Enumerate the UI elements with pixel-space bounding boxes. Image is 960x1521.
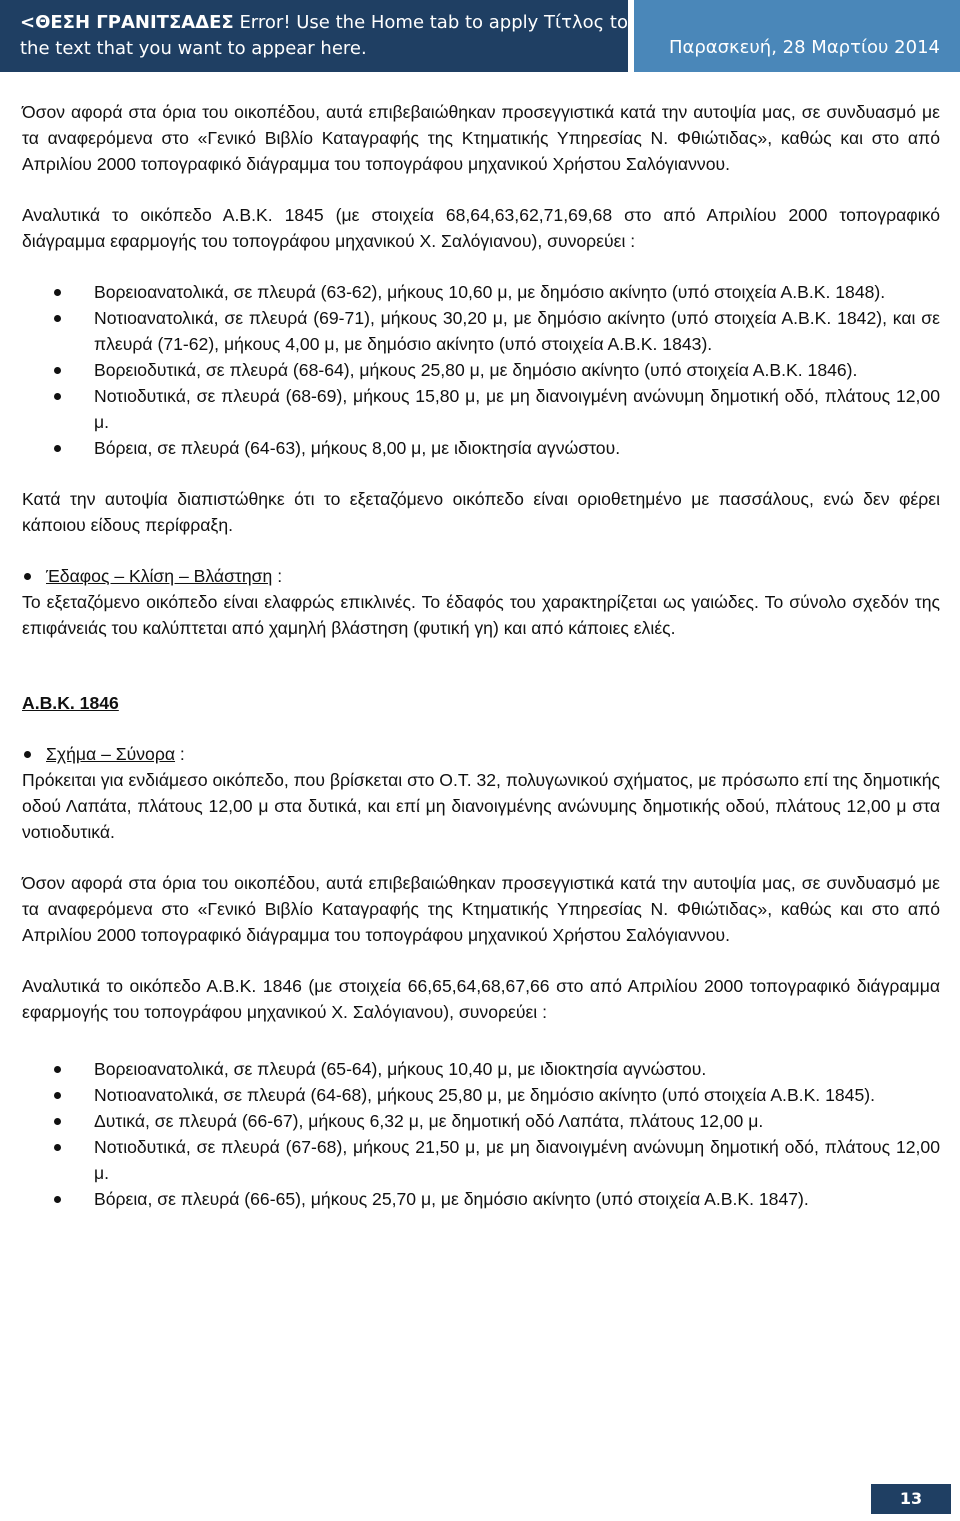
subheading-label: Σχήμα – Σύνορα: [46, 744, 176, 764]
section-title: Α.Β.Κ. 1846: [22, 693, 119, 713]
list-item: Νοτιοανατολικά, σε πλευρά (69-71), μήκους 30,20 μ, με δημόσιο ακίνητο (υπό στοιχεία Α.Β.Κ. 1842), και σε πλευρά (71-62), μήκους 4,00 μ, με δημόσιο ακίνητο (υπό στοιχεία Α.Β.Κ. 1843).: [22, 305, 940, 357]
paragraph: Πρόκειται για ενδιάμεσο οικόπεδο, που βρίσκεται στο Ο.Τ. 32, πολυγωνικού σχήματος, με πρόσωπο επί της δημοτικής οδού Λαπάτα, πλάτους 12,00 μ στα δυτικά, και επί μη διανοιγμένης ανώνυμης δημοτικής οδού, πλάτους 12,00 μ στα νοτιοδυτικά.: [22, 770, 940, 842]
list-item: Νοτιοανατολικά, σε πλευρά (64-68), μήκους 25,80 μ, με δημόσιο ακίνητο (υπό στοιχεία Α.Β.Κ. 1845).: [22, 1082, 940, 1108]
header-date: Παρασκευή, 28 Μαρτίου 2014: [634, 0, 960, 72]
list-item: Δυτικά, σε πλευρά (66-67), μήκους 6,32 μ, με δημοτική οδό Λαπάτα, πλάτους 12,00 μ.: [22, 1108, 940, 1134]
boundaries-list: [22, 1056, 940, 1212]
list-item: Νοτιοδυτικά, σε πλευρά (67-68), μήκους 21,50 μ, με μη διανοιγμένη ανώνυμη δημοτική οδό, πλάτους 12,00 μ.: [22, 1134, 940, 1186]
document-title-bold: <ΘΕΣΗ ΓΡΑΝΙΤΣΑΔΕΣ: [20, 12, 234, 33]
paragraph: Αναλυτικά το οικόπεδο Α.Β.Κ. 1846 (με στοιχεία 66,65,64,68,67,66 στο από Απριλίου 2000 τοπογραφικό διάγραμμα εφαρμογής του τοπογράφου μηχανικού Χ. Σαλόγιανου), συνορεύει :: [22, 976, 940, 1022]
list-item: Βορειοανατολικά, σε πλευρά (63-62), μήκους 10,60 μ, με δημόσιο ακίνητο (υπό στοιχεία Α.Β.Κ. 1848).: [22, 279, 940, 305]
document-body: [22, 99, 940, 1212]
page-header: [0, 0, 960, 72]
paragraph: Όσον αφορά στα όρια του οικοπέδου, αυτά επιβεβαιώθηκαν προσεγγιστικά κατά την αυτοψία μας, σε συνδυασμό με τα αναφερόμενα στο «Γενικό Βιβλίο Καταγραφής της Κτηματικής Υπηρεσίας Ν. Φθιώτιδας», καθώς και στο από Απριλίου 2000 τοπογραφικό διάγραμμα του τοπογράφου μηχανικού Χρήστου Σαλόγιαννου.: [22, 102, 940, 174]
paragraph: Το εξεταζόμενο οικόπεδο είναι ελαφρώς επικλινές. Το έδαφός του χαρακτηρίζεται ως γαιώδες. Το σύνολο σχεδόν της επιφάνειάς του καλύπτεται από χαμηλή βλάστηση (φυτική γη) και από κάποιες ελιές.: [22, 592, 940, 638]
paragraph: Αναλυτικά το οικόπεδο Α.Β.Κ. 1845 (με στοιχεία 68,64,63,62,71,69,68 στο από Απριλίου 2000 τοπογραφικό διάγραμμα εφαρμογής του τοπογράφου μηχανικού Χ. Σαλόγιανου), συνορεύει :: [22, 205, 940, 251]
paragraph: Όσον αφορά στα όρια του οικοπέδου, αυτά επιβεβαιώθηκαν προσεγγιστικά κατά την αυτοψία μας, σε συνδυασμό με τα αναφερόμενα στο «Γενικό Βιβλίο Καταγραφής της Κτηματικής Υπηρεσίας Ν. Φθιώτιδας», καθώς και στο από Απριλίου 2000 τοπογραφικό διάγραμμα του τοπογράφου μηχανικού Χρήστου Σαλόγιαννου.: [22, 873, 940, 945]
list-item: Βόρεια, σε πλευρά (64-63), μήκους 8,00 μ, με ιδιοκτησία αγνώστου.: [22, 435, 940, 461]
subheading: Έδαφος – Κλίση – Βλάστηση :: [22, 563, 940, 589]
subheading: Σχήμα – Σύνορα :: [22, 741, 940, 767]
document-title-error: Error! Use the Home tab to apply Τίτλος to: [239, 12, 628, 33]
subheading-label: Έδαφος – Κλίση – Βλάστηση: [46, 566, 273, 586]
document-title-line1: [20, 10, 628, 36]
document-title-banner: [0, 0, 628, 72]
boundaries-list: [22, 279, 940, 461]
list-item: Βορειοανατολικά, σε πλευρά (65-64), μήκους 10,40 μ, με ιδιοκτησία αγνώστου.: [22, 1056, 940, 1082]
list-item: Νοτιοδυτικά, σε πλευρά (68-69), μήκους 15,80 μ, με μη διανοιγμένη ανώνυμη δημοτική οδό, πλάτους 12,00 μ.: [22, 383, 940, 435]
list-item: Βόρεια, σε πλευρά (66-65), μήκους 25,70 μ, με δημόσιο ακίνητο (υπό στοιχεία Α.Β.Κ. 1847).: [22, 1186, 940, 1212]
paragraph: Κατά την αυτοψία διαπιστώθηκε ότι το εξεταζόμενο οικόπεδο είναι οριοθετημένο με πασσάλους, ενώ δεν φέρει κάποιου είδους περίφραξη.: [22, 489, 940, 535]
page-number: 13: [871, 1484, 951, 1514]
list-item: Βορειοδυτικά, σε πλευρά (68-64), μήκους 25,80 μ, με δημόσιο ακίνητο (υπό στοιχεία Α.Β.Κ. 1846).: [22, 357, 940, 383]
document-title-line2: the text that you want to appear here.: [20, 38, 367, 59]
